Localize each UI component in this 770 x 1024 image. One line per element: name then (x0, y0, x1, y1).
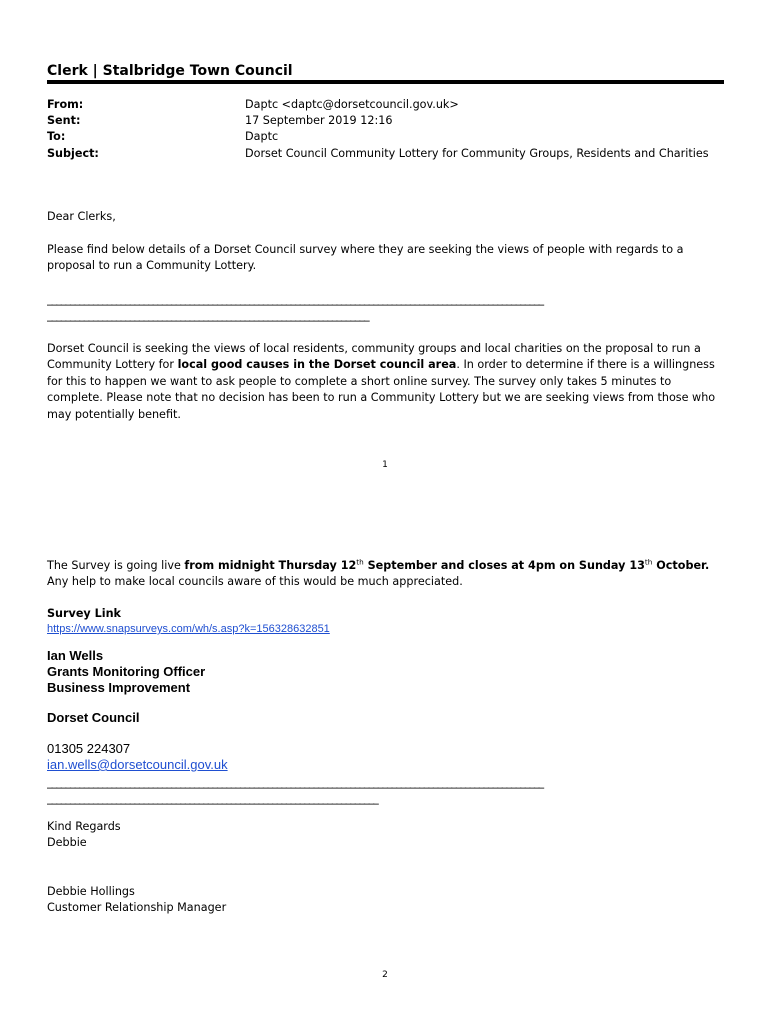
closing-regards: Kind Regards (47, 820, 121, 833)
to-value: Daptc (245, 130, 279, 143)
signature-email-link[interactable]: ian.wells@dorsetcouncil.gov.uk (47, 757, 228, 772)
paragraph-emphasis: October. (652, 559, 710, 572)
separator-line: ________________________________________________________________________ (47, 792, 378, 805)
sender-full-name: Debbie Hollings (47, 885, 135, 898)
separator-line: ____________________________________________________________________________________________________________ (47, 293, 544, 306)
sent-value: 17 September 2019 12:16 (245, 114, 393, 127)
closing-name: Debbie (47, 836, 87, 849)
signature-role: Grants Monitoring Officer (47, 664, 206, 679)
page-number: 2 (382, 970, 388, 980)
survey-description-paragraph (47, 341, 727, 423)
separator-line: ____________________________________________________________________________________________________________ (47, 776, 544, 789)
paragraph-text: Dorset Council is seeking the views of local residents, community groups and local charities on the proposal to run a Community Lottery for (47, 342, 701, 372)
subject-label: Subject: (47, 147, 99, 160)
sender-title: Customer Relationship Manager (47, 901, 227, 914)
superscript: th (356, 557, 364, 567)
paragraph-emphasis: September and closes at 4pm on Sunday 13 (363, 559, 645, 572)
sent-label: Sent: (47, 114, 81, 127)
paragraph-emphasis: from midnight Thursday 12 (184, 559, 357, 572)
signature-name: Ian Wells (47, 648, 104, 663)
page-number: 1 (382, 460, 388, 470)
signature-department: Business Improvement (47, 680, 191, 695)
superscript: th (644, 557, 653, 567)
header-divider (47, 80, 724, 84)
signature-phone: 01305 224307 (47, 741, 131, 756)
from-label: From: (47, 98, 84, 111)
greeting: Dear Clerks, (47, 210, 116, 223)
to-label: To: (47, 130, 66, 143)
paragraph-emphasis: local good causes in the Dorset council area (177, 358, 457, 372)
survey-live-paragraph (47, 558, 727, 591)
email-header-title: Clerk | Stalbridge Town Council (47, 63, 293, 79)
survey-link-label: Survey Link (47, 607, 121, 620)
separator-line: ______________________________________________________________________ (47, 309, 369, 322)
intro-paragraph: Please find below details of a Dorset Council survey where they are seeking the views of people with regards to a proposal to run a Community Lottery. (47, 243, 684, 273)
subject-value: Dorset Council Community Lottery for Community Groups, Residents and Charities (245, 147, 709, 160)
paragraph-text: . In order to determine if there is a willingness for this to happen we want to ask people to complete a short online survey. The survey only takes 5 minutes to complete. Please note that no decision has been to run a Community Lottery but we are seeking views from those who may potentially benefit. (47, 358, 716, 421)
from-value: Daptc <daptc@dorsetcouncil.gov.uk> (245, 98, 459, 111)
paragraph-text: Any help to make local councils aware of this would be much appreciated. (47, 575, 463, 589)
survey-link[interactable]: https://www.snapsurveys.com/wh/s.asp?k=156328632851 (47, 623, 330, 635)
paragraph-text: The Survey is going live (47, 559, 185, 572)
signature-organisation: Dorset Council (47, 710, 140, 725)
